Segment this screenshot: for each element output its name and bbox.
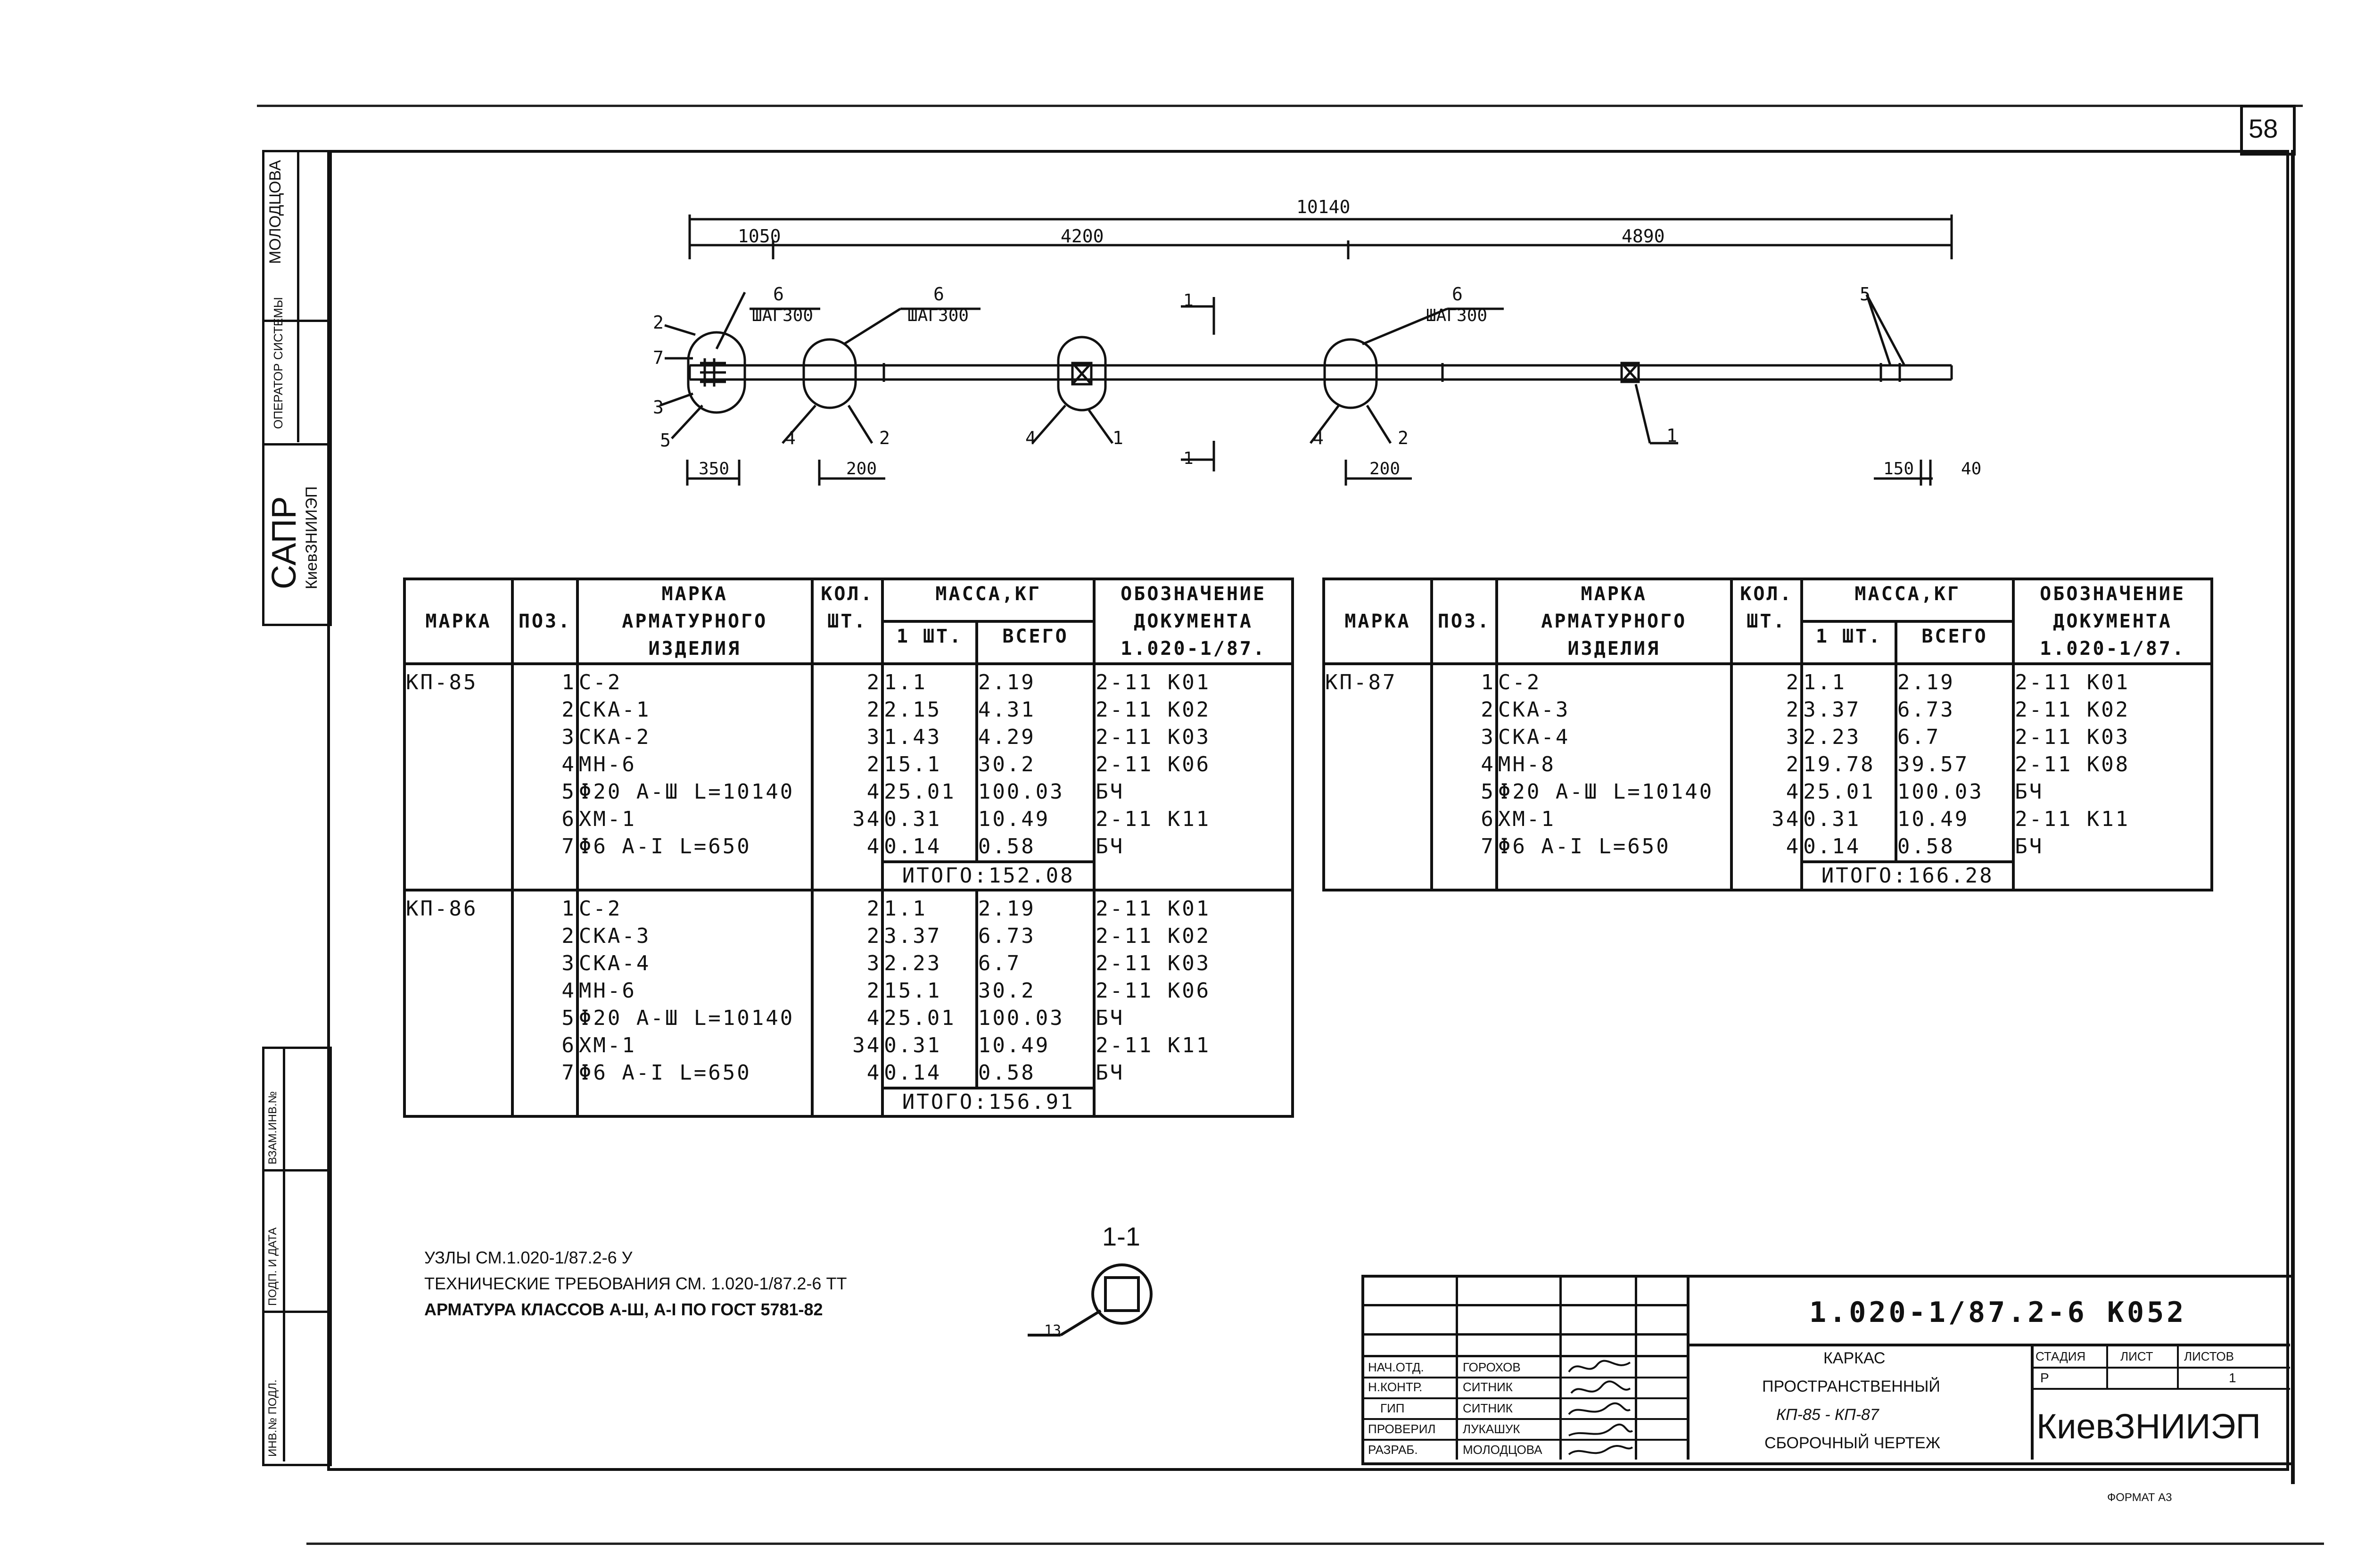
doc-cell-line: 2-11 К01 bbox=[2015, 670, 2130, 694]
doc-cell-line: 2-11 К03 bbox=[1096, 951, 1211, 975]
side-divider bbox=[262, 1169, 327, 1172]
pos-cell-line: 6 bbox=[561, 1033, 576, 1057]
doc-cell bbox=[1094, 664, 1293, 890]
item-cell-line: МН-8 bbox=[1498, 752, 1556, 776]
mass-total-cell-line: 2.19 bbox=[1897, 670, 1955, 694]
doc-cell bbox=[2013, 664, 2212, 890]
mass-total-cell-line: 10.49 bbox=[978, 1033, 1050, 1057]
mass-total-cell-line: 100.03 bbox=[978, 1006, 1064, 1030]
pos-cell-line: 5 bbox=[1481, 780, 1495, 804]
pos-cell-line: 2 bbox=[1481, 698, 1495, 722]
pos-cell bbox=[1432, 664, 1497, 890]
qty-cell-line: 34 bbox=[1772, 807, 1801, 831]
section-label: 1-1 bbox=[1102, 1221, 1140, 1251]
item-cell-line: С-2 bbox=[578, 897, 622, 921]
doc-cell-line: 2-11 К11 bbox=[1096, 1033, 1211, 1057]
qty-cell-line: 2 bbox=[866, 698, 882, 722]
mass-one-cell-line: 0.31 bbox=[884, 1033, 942, 1057]
mass-one-cell-line: 0.31 bbox=[1803, 807, 1861, 831]
mass-total-cell bbox=[977, 664, 1094, 862]
qty-cell bbox=[812, 890, 883, 1116]
pos-cell-line: 2 bbox=[561, 924, 576, 948]
doc-cell-line: 2-11 К03 bbox=[1096, 725, 1211, 749]
qty-cell-line: 2 bbox=[1786, 670, 1801, 694]
item-cell-line: МН-6 bbox=[578, 752, 636, 776]
mark-4-c: 4 bbox=[1313, 428, 1324, 448]
qty-cell-line: 2 bbox=[866, 924, 882, 948]
pos-cell-line: 7 bbox=[561, 834, 576, 858]
sheet-value: 1 bbox=[2229, 1370, 2236, 1385]
mass-total-cell-line: 4.29 bbox=[978, 725, 1036, 749]
pos-cell-line: 3 bbox=[561, 951, 576, 975]
group-mark bbox=[404, 890, 512, 1116]
doc-cell bbox=[1094, 890, 1293, 1116]
qty-cell-line: 4 bbox=[1786, 780, 1801, 804]
side-sapr: САПР bbox=[265, 496, 303, 589]
item-cell-line: ХМ-1 bbox=[578, 1033, 636, 1057]
mark-5-right: 5 bbox=[1860, 284, 1871, 305]
mass-total-cell-line: 30.2 bbox=[978, 752, 1036, 776]
doc-cell-line: БЧ bbox=[2015, 780, 2044, 804]
dim-350: 350 bbox=[699, 459, 730, 479]
doc-cell-line: 2-11 К06 bbox=[1096, 979, 1211, 1003]
section-mark-bottom: 1 bbox=[1183, 449, 1194, 468]
mass-total-cell-line: 2.19 bbox=[978, 897, 1036, 921]
item-cell-line: Φ6 А-I L=650 bbox=[578, 1061, 751, 1085]
qty-cell-line: 2 bbox=[1786, 698, 1801, 722]
title-line-4: СБОРОЧНЫЙ ЧЕРТЕЖ bbox=[1764, 1434, 1941, 1452]
doc-cell-line: 2-11 К02 bbox=[2015, 698, 2130, 722]
side-inv-podl: ИНВ.№ ПОДЛ. bbox=[266, 1379, 279, 1457]
qty-cell-line: 4 bbox=[866, 1061, 882, 1085]
mark-2-left: 2 bbox=[653, 312, 664, 333]
doc-cell-line: БЧ bbox=[1096, 834, 1125, 858]
role-0: НАЧ.ОТД. bbox=[1368, 1360, 1424, 1374]
mass-one-cell bbox=[1802, 664, 1896, 862]
dim-c: 4890 bbox=[1622, 226, 1665, 247]
bottom-edge-line bbox=[306, 1543, 2324, 1545]
mass-one-cell-line: 25.01 bbox=[1803, 780, 1875, 804]
col-total: ВСЕГО bbox=[977, 621, 1094, 664]
mass-one-cell-line: 3.37 bbox=[884, 924, 942, 948]
note-3: АРМАТУРА КЛАССОВ А-Ш, А-I ПО ГОСТ 5781-82 bbox=[424, 1300, 823, 1319]
mass-total-cell-line: 100.03 bbox=[1897, 780, 1984, 804]
mark-2-c: 2 bbox=[1398, 428, 1409, 448]
group-total: ИТОГО:166.28 bbox=[1802, 862, 2013, 890]
side-person: МОЛОДЦОВА bbox=[266, 160, 284, 264]
stage-label: СТАДИЯ bbox=[2036, 1349, 2086, 1363]
mark-2-a: 2 bbox=[879, 428, 890, 448]
col-kol: КОЛ. ШТ. bbox=[812, 579, 883, 664]
dim-b: 4200 bbox=[1061, 226, 1104, 247]
item-cell-line: С-2 bbox=[1498, 670, 1541, 694]
pos-cell-line: 1 bbox=[561, 897, 576, 921]
qty-cell-line: 2 bbox=[866, 979, 882, 1003]
mass-one-cell bbox=[882, 664, 977, 862]
note-1: УЗЛЫ СМ.1.020-1/87.2-6 У bbox=[424, 1248, 633, 1267]
item-cell-line: СКА-4 bbox=[578, 951, 651, 975]
doc-cell-line: 2-11 К03 bbox=[2015, 725, 2130, 749]
sheet-number: 58 bbox=[2249, 114, 2278, 143]
col-massa: МАССА,КГ bbox=[882, 579, 1094, 621]
spec-group-row bbox=[404, 664, 1293, 862]
mass-total-cell-line: 0.58 bbox=[978, 1061, 1036, 1085]
spec-table-left bbox=[403, 578, 1294, 1118]
sheet-label: ЛИСТ bbox=[2120, 1349, 2153, 1363]
pitch-right: ШАГ300 bbox=[1426, 306, 1488, 325]
item-cell-line: СКА-3 bbox=[1498, 698, 1570, 722]
doc-cell-line: 2-11 К01 bbox=[1096, 670, 1211, 694]
mass-total-cell-line: 100.03 bbox=[978, 780, 1064, 804]
signatures bbox=[1564, 1358, 1635, 1460]
dim-150: 150 bbox=[1883, 459, 1914, 479]
mass-one-cell-line: 19.78 bbox=[1803, 752, 1875, 776]
col-doc: ОБОЗНАЧЕНИЕ ДОКУМЕНТА 1.020-1/87. bbox=[1094, 579, 1293, 664]
pos-cell-line: 7 bbox=[561, 1061, 576, 1085]
mark-6-mid: 6 bbox=[933, 284, 944, 305]
qty-cell-line: 2 bbox=[866, 752, 882, 776]
qty-cell-line: 4 bbox=[866, 780, 882, 804]
group-mark-text: КП-87 bbox=[1325, 670, 1397, 694]
pos-cell-line: 3 bbox=[561, 725, 576, 749]
col-one: 1 ШТ. bbox=[1802, 621, 1896, 664]
qty-cell-line: 34 bbox=[852, 807, 882, 831]
title-line-2: ПРОСТРАНСТВЕННЫЙ bbox=[1762, 1378, 1940, 1395]
mass-total-cell-line: 10.49 bbox=[978, 807, 1050, 831]
pos-cell-line: 5 bbox=[561, 1006, 576, 1030]
col-massa: МАССА,КГ bbox=[1802, 579, 2013, 621]
col-total: ВСЕГО bbox=[1896, 621, 2013, 664]
mark-1-d: 1 bbox=[1666, 425, 1677, 446]
mark-6-left: 6 bbox=[773, 284, 784, 305]
doc-cell-line: 2-11 К02 bbox=[1096, 698, 1211, 722]
doc-cell-line: 2-11 К11 bbox=[1096, 807, 1211, 831]
qty-cell-line: 2 bbox=[866, 670, 882, 694]
item-cell-line: Φ20 А-Ш L=10140 bbox=[578, 780, 795, 804]
item-cell-line: СКА-3 bbox=[578, 924, 651, 948]
pos-cell-line: 4 bbox=[1481, 752, 1495, 776]
item-cell-line: ХМ-1 bbox=[578, 807, 636, 831]
role-2: ГИП bbox=[1380, 1401, 1405, 1415]
spec-group-row bbox=[404, 890, 1293, 1088]
doc-cell-line: 2-11 К01 bbox=[1096, 897, 1211, 921]
group-mark bbox=[404, 664, 512, 890]
qty-cell-line: 2 bbox=[866, 897, 882, 921]
col-marka-arm: МАРКА АРМАТУРНОГО ИЗДЕЛИЯ bbox=[1497, 579, 1731, 664]
pos-cell-line: 1 bbox=[1481, 670, 1495, 694]
side-podp: ПОДП. И ДАТА bbox=[266, 1227, 279, 1306]
doc-code: 1.020-1/87.2-6 К052 bbox=[1809, 1296, 2187, 1329]
item-cell-line: СКА-2 bbox=[578, 725, 651, 749]
mass-one-cell-line: 0.14 bbox=[884, 834, 942, 858]
col-marka: МАРКА bbox=[404, 579, 512, 664]
col-marka: МАРКА bbox=[1324, 579, 1432, 664]
section-mark-13: 13 bbox=[1044, 1322, 1062, 1339]
pos-cell-line: 7 bbox=[1481, 834, 1495, 858]
col-poz: ПОЗ. bbox=[512, 579, 577, 664]
mark-7: 7 bbox=[653, 347, 664, 368]
mark-5-left: 5 bbox=[660, 430, 671, 451]
org-name: КиевЗНИИЭП bbox=[2036, 1407, 2261, 1446]
qty-cell bbox=[1731, 664, 1802, 890]
mass-total-cell bbox=[1896, 664, 2013, 862]
mass-total-cell-line: 0.58 bbox=[1897, 834, 1955, 858]
pitch-mid: ШАГ300 bbox=[907, 306, 969, 325]
mark-3: 3 bbox=[653, 397, 664, 418]
dim-200-a: 200 bbox=[846, 459, 877, 479]
title-line-3: КП-85 - КП-87 bbox=[1776, 1406, 1879, 1424]
mass-one-cell-line: 1.1 bbox=[884, 897, 927, 921]
mass-total-cell-line: 10.49 bbox=[1897, 807, 1970, 831]
note-2: ТЕХНИЧЕСКИЕ ТРЕБОВАНИЯ СМ. 1.020-1/87.2-6 ТТ bbox=[424, 1274, 847, 1293]
title-line-1: КАРКАС bbox=[1823, 1349, 1886, 1367]
mark-6-right: 6 bbox=[1452, 284, 1463, 305]
role-1: Н.КОНТР. bbox=[1368, 1380, 1423, 1394]
doc-cell-line: 2-11 К08 bbox=[2015, 752, 2130, 776]
item-cell bbox=[577, 664, 812, 890]
group-mark-text: КП-85 bbox=[406, 670, 478, 694]
group-mark-text: КП-86 bbox=[406, 897, 478, 921]
sheets-label: ЛИСТОВ bbox=[2184, 1349, 2234, 1363]
side-org: КиевЗНИИЭП bbox=[303, 486, 321, 589]
mass-total-cell-line: 6.7 bbox=[978, 951, 1022, 975]
section-mark-top: 1 bbox=[1183, 291, 1194, 310]
item-cell-line: Φ6 А-I L=650 bbox=[578, 834, 751, 858]
group-total: ИТОГО:152.08 bbox=[882, 862, 1094, 890]
mass-one-cell-line: 15.1 bbox=[884, 979, 942, 1003]
item-cell-line: С-2 bbox=[578, 670, 622, 694]
side-inv: ВЗАМ.ИНВ.№ bbox=[266, 1091, 279, 1164]
col-poz: ПОЗ. bbox=[1432, 579, 1497, 664]
mass-total-cell-line: 0.58 bbox=[978, 834, 1036, 858]
doc-cell-line: БЧ bbox=[2015, 834, 2044, 858]
mark-4-b: 4 bbox=[1025, 428, 1036, 448]
mass-one-cell-line: 25.01 bbox=[884, 1006, 956, 1030]
qty-cell-line: 3 bbox=[1786, 725, 1801, 749]
doc-cell-line: БЧ bbox=[1096, 1061, 1125, 1085]
reinforcement-cage-drawing bbox=[0, 0, 2357, 519]
item-cell-line: СКА-4 bbox=[1498, 725, 1570, 749]
mass-total-cell-line: 2.19 bbox=[978, 670, 1036, 694]
item-cell-line: Φ20 А-Ш L=10140 bbox=[1498, 780, 1714, 804]
dim-40: 40 bbox=[1961, 459, 1982, 479]
dim-total: 10140 bbox=[1296, 197, 1351, 217]
mark-4-a: 4 bbox=[785, 428, 796, 448]
qty-cell-line: 3 bbox=[866, 725, 882, 749]
pos-cell bbox=[512, 890, 577, 1116]
role-4: РАЗРАБ. bbox=[1368, 1443, 1418, 1457]
qty-cell-line: 4 bbox=[866, 834, 882, 858]
qty-cell-line: 34 bbox=[852, 1033, 882, 1057]
col-marka-arm: МАРКА АРМАТУРНОГО ИЗДЕЛИЯ bbox=[577, 579, 812, 664]
qty-cell-line: 4 bbox=[866, 1006, 882, 1030]
stage-value: Р bbox=[2040, 1370, 2049, 1385]
mass-total-cell-line: 6.73 bbox=[1897, 698, 1955, 722]
col-kol: КОЛ. ШТ. bbox=[1731, 579, 1802, 664]
mass-total-cell-line: 6.7 bbox=[1897, 725, 1941, 749]
spec-group-row bbox=[1324, 664, 2212, 862]
item-cell bbox=[577, 890, 812, 1116]
item-cell-line: Φ20 А-Ш L=10140 bbox=[578, 1006, 795, 1030]
pitch-left: ШАГ300 bbox=[752, 306, 814, 325]
doc-cell-line: 2-11 К06 bbox=[1096, 752, 1211, 776]
side-divider bbox=[262, 1311, 327, 1313]
pos-cell-line: 4 bbox=[561, 752, 576, 776]
mass-one-cell bbox=[882, 890, 977, 1088]
group-mark bbox=[1324, 664, 1432, 890]
doc-cell-line: 2-11 К11 bbox=[2015, 807, 2130, 831]
qty-cell-line: 2 bbox=[1786, 752, 1801, 776]
doc-cell-line: БЧ bbox=[1096, 780, 1125, 804]
pos-cell-line: 3 bbox=[1481, 725, 1495, 749]
role-3: ПРОВЕРИЛ bbox=[1368, 1422, 1436, 1436]
dim-a: 1050 bbox=[738, 226, 781, 247]
mass-one-cell-line: 1.1 bbox=[1803, 670, 1846, 694]
col-doc: ОБОЗНАЧЕНИЕ ДОКУМЕНТА 1.020-1/87. bbox=[2013, 579, 2212, 664]
mass-total-cell-line: 6.73 bbox=[978, 924, 1036, 948]
group-total: ИТОГО:156.91 bbox=[882, 1088, 1094, 1116]
mass-total-cell-line: 39.57 bbox=[1897, 752, 1970, 776]
name-1: СИТНИК bbox=[1463, 1380, 1513, 1394]
qty-cell-line: 3 bbox=[866, 951, 882, 975]
mass-total-cell-line: 30.2 bbox=[978, 979, 1036, 1003]
mass-total-cell-line: 4.31 bbox=[978, 698, 1036, 722]
spec-table-right bbox=[1322, 578, 2213, 891]
doc-cell-line: 2-11 К02 bbox=[1096, 924, 1211, 948]
name-0: ГОРОХОВ bbox=[1463, 1360, 1521, 1374]
mass-total-cell bbox=[977, 890, 1094, 1088]
side-operator: ОПЕРАТОР СИСТЕМЫ bbox=[271, 297, 285, 429]
name-3: ЛУКАШУК bbox=[1463, 1422, 1520, 1436]
side-divider-v bbox=[283, 1047, 285, 1461]
mass-one-cell-line: 0.14 bbox=[1803, 834, 1861, 858]
item-cell-line: МН-6 bbox=[578, 979, 636, 1003]
mass-one-cell-line: 2.15 bbox=[884, 698, 942, 722]
pos-cell-line: 5 bbox=[561, 780, 576, 804]
item-cell-line: ХМ-1 bbox=[1498, 807, 1556, 831]
name-4: МОЛОДЦОВА bbox=[1463, 1443, 1542, 1457]
pos-cell bbox=[512, 664, 577, 890]
item-cell-line: СКА-1 bbox=[578, 698, 651, 722]
mass-one-cell-line: 1.43 bbox=[884, 725, 942, 749]
mass-one-cell-line: 2.23 bbox=[1803, 725, 1861, 749]
dim-200-b: 200 bbox=[1369, 459, 1401, 479]
mass-one-cell-line: 3.37 bbox=[1803, 698, 1861, 722]
mass-one-cell-line: 1.1 bbox=[884, 670, 927, 694]
qty-cell-line: 4 bbox=[1786, 834, 1801, 858]
pos-cell-line: 2 bbox=[561, 698, 576, 722]
mass-one-cell-line: 0.31 bbox=[884, 807, 942, 831]
col-one: 1 ШТ. bbox=[882, 621, 977, 664]
qty-cell bbox=[812, 664, 883, 890]
pos-cell-line: 6 bbox=[1481, 807, 1495, 831]
name-2: СИТНИК bbox=[1463, 1401, 1513, 1415]
mass-one-cell-line: 0.14 bbox=[884, 1061, 942, 1085]
mass-one-cell-line: 15.1 bbox=[884, 752, 942, 776]
item-cell-line: Φ6 А-I L=650 bbox=[1498, 834, 1671, 858]
doc-cell-line: БЧ bbox=[1096, 1006, 1125, 1030]
pos-cell-line: 4 bbox=[561, 979, 576, 1003]
pos-cell-line: 1 bbox=[561, 670, 576, 694]
pos-cell-line: 6 bbox=[561, 807, 576, 831]
title-block bbox=[1361, 1275, 2295, 1465]
mass-one-cell-line: 25.01 bbox=[884, 780, 956, 804]
mass-one-cell-line: 2.23 bbox=[884, 951, 942, 975]
mark-1-b: 1 bbox=[1113, 428, 1123, 448]
item-cell bbox=[1497, 664, 1731, 890]
format-label: ФОРМАТ А3 bbox=[2107, 1491, 2172, 1504]
